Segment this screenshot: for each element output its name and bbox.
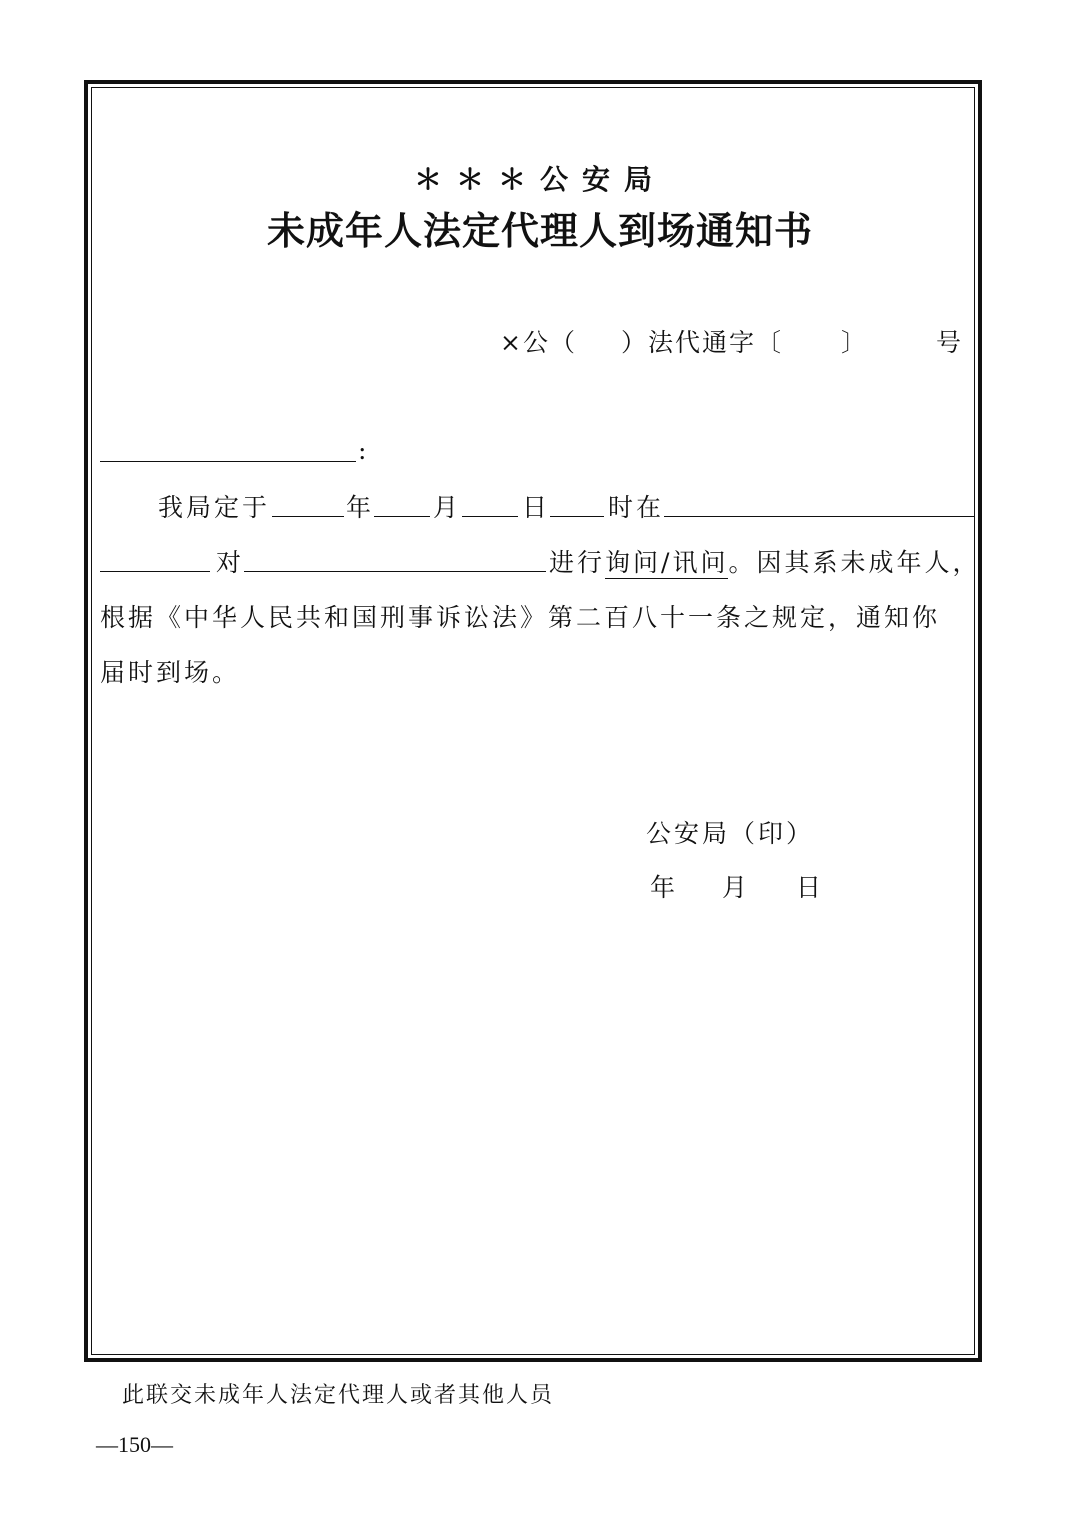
document-number <box>500 323 963 359</box>
addressee-colon: : <box>358 436 370 465</box>
subject-blank[interactable] <box>244 571 546 572</box>
doc-number-prefix: ×公（ <box>500 328 577 357</box>
bureau-seal: 公安局（印） <box>646 819 815 848</box>
body-line1-start: 我局定于 <box>158 493 271 522</box>
body-line2-to: 对 <box>216 548 245 577</box>
body-line4: 届时到场。 <box>100 658 241 687</box>
body-line2-conduct <box>549 543 980 579</box>
hour-blank[interactable] <box>550 516 604 517</box>
signature-month: 月 <box>722 873 751 902</box>
body-month-label: 月 <box>433 493 462 522</box>
month-blank[interactable] <box>374 516 430 517</box>
copy-recipient-note: 此联交未成年人法定代理人或者其他人员 <box>122 1383 555 1408</box>
doc-number-suffix: 号 <box>935 328 963 357</box>
inquiry-method-choice: 询问/讯问 <box>605 548 729 577</box>
addressee-blank[interactable] <box>100 461 356 462</box>
day-blank[interactable] <box>462 516 518 517</box>
signature-day: 日 <box>796 873 825 902</box>
doc-number-close: 〕 <box>840 328 868 357</box>
body-line2-rest: 。因其系未成年人， <box>728 548 981 577</box>
inner-border <box>91 87 975 1355</box>
signature-year: 年 <box>650 873 679 902</box>
body-day-label: 日 <box>522 493 551 522</box>
issuing-bureau: ＊＊＊公安局 <box>413 163 666 196</box>
year-blank[interactable] <box>272 516 344 517</box>
body-hour-at: 时在 <box>608 493 665 522</box>
page-number: —150— <box>96 1432 173 1457</box>
doc-number-mid: ）法代通字〔 <box>620 328 783 357</box>
body-year-label: 年 <box>346 493 375 522</box>
body-line3: 根据《中华人民共和国刑事诉讼法》第二百八十一条之规定，通知你 <box>100 603 941 632</box>
location-blank-cont[interactable] <box>100 571 210 572</box>
location-blank[interactable] <box>664 516 974 517</box>
body-conduct-word: 进行 <box>549 548 606 577</box>
document-title: 未成年人法定代理人到场通知书 <box>266 208 813 253</box>
